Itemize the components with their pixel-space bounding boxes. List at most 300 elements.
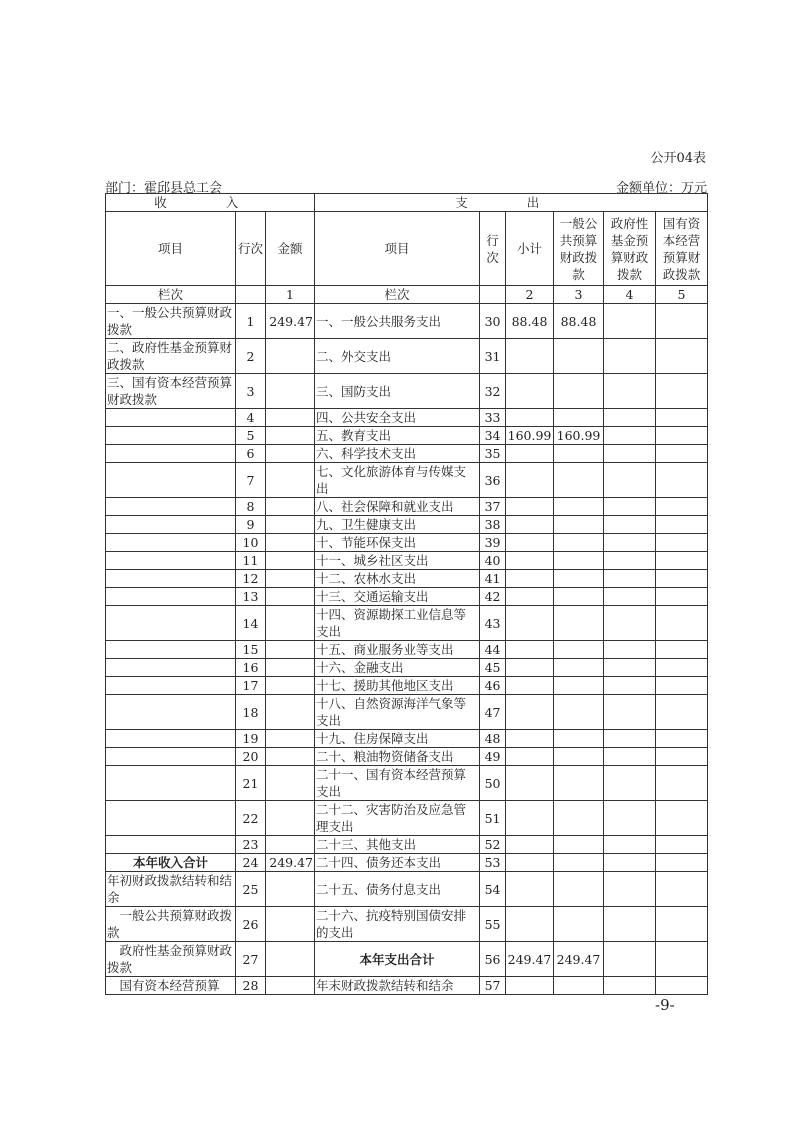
state-capital-amount [656, 659, 708, 677]
income-line-no: 24 [236, 854, 266, 872]
table-row [106, 748, 708, 766]
expense-item: 本年支出合计 [315, 942, 480, 977]
expense-item: 二十六、抗疫特别国债安排的支出 [315, 907, 480, 942]
income-item: 政府性基金预算财政拨款 [106, 942, 236, 977]
subtotal [506, 854, 554, 872]
general-budget-amount [554, 498, 604, 516]
income-amount [266, 695, 315, 730]
table-row [106, 339, 708, 374]
expense-line-no: 44 [480, 641, 506, 659]
index-cell: 5 [656, 286, 708, 304]
expense-item: 二十五、债务付息支出 [315, 872, 480, 907]
general-budget-amount [554, 907, 604, 942]
general-budget-amount [554, 766, 604, 801]
expense-line-no: 57 [480, 977, 506, 995]
fund-budget-amount [604, 659, 656, 677]
income-amount [266, 339, 315, 374]
index-cell: 2 [506, 286, 554, 304]
department-label: 部门：霍邱县总工会 [105, 181, 223, 196]
income-amount [266, 977, 315, 995]
income-item [106, 695, 236, 730]
state-capital-amount [656, 409, 708, 427]
fund-budget-amount [604, 445, 656, 463]
table-row [106, 606, 708, 641]
income-amount [266, 836, 315, 854]
expense-item: 年末财政拨款结转和结余 [315, 977, 480, 995]
fund-budget-amount [604, 730, 656, 748]
expense-line-no: 30 [480, 304, 506, 339]
table-row [106, 695, 708, 730]
fund-budget-amount [604, 641, 656, 659]
income-amount [266, 907, 315, 942]
fund-budget-amount [604, 748, 656, 766]
table-row [106, 570, 708, 588]
subtotal [506, 588, 554, 606]
general-budget-amount [554, 641, 604, 659]
income-line-no: 7 [236, 463, 266, 498]
col-header: 行次 [480, 212, 506, 286]
state-capital-amount [656, 304, 708, 339]
income-item [106, 427, 236, 445]
subtotal [506, 730, 554, 748]
subtotal [506, 907, 554, 942]
state-capital-amount [656, 516, 708, 534]
general-budget-amount [554, 374, 604, 409]
income-item [106, 606, 236, 641]
general-budget-amount [554, 409, 604, 427]
general-budget-amount [554, 977, 604, 995]
amount-unit-label: 金额单位：万元 [615, 181, 707, 196]
general-budget-amount [554, 570, 604, 588]
expense-line-no: 43 [480, 606, 506, 641]
income-line-no: 25 [236, 872, 266, 907]
income-line-no: 22 [236, 801, 266, 836]
expense-item: 十八、自然资源海洋气象等支出 [315, 695, 480, 730]
expense-item: 十一、城乡社区支出 [315, 552, 480, 570]
expense-line-no: 46 [480, 677, 506, 695]
expense-item: 三、国防支出 [315, 374, 480, 409]
income-line-no: 27 [236, 942, 266, 977]
income-line-no: 12 [236, 570, 266, 588]
subtotal [506, 498, 554, 516]
income-amount [266, 730, 315, 748]
income-line-no: 17 [236, 677, 266, 695]
expense-line-no: 34 [480, 427, 506, 445]
fund-budget-amount [604, 588, 656, 606]
table-row [106, 641, 708, 659]
expense-line-no: 54 [480, 872, 506, 907]
state-capital-amount [656, 445, 708, 463]
income-item: 三、国有资本经营预算财政拨款 [106, 374, 236, 409]
general-budget-amount [554, 534, 604, 552]
state-capital-amount [656, 552, 708, 570]
state-capital-amount [656, 836, 708, 854]
state-capital-amount [656, 907, 708, 942]
fund-budget-amount [604, 977, 656, 995]
state-capital-amount [656, 872, 708, 907]
table-row [106, 730, 708, 748]
table-row [106, 977, 708, 995]
state-capital-amount [656, 588, 708, 606]
income-line-no: 18 [236, 695, 266, 730]
expense-item: 十、节能环保支出 [315, 534, 480, 552]
general-budget-amount [554, 677, 604, 695]
income-line-no: 23 [236, 836, 266, 854]
col-header: 行次 [236, 212, 266, 286]
income-item [106, 570, 236, 588]
income-amount [266, 374, 315, 409]
fund-budget-amount [604, 801, 656, 836]
expense-item: 二十四、债务还本支出 [315, 854, 480, 872]
expense-item: 十二、农林水支出 [315, 570, 480, 588]
table-row [106, 766, 708, 801]
expense-item: 六、科学技术支出 [315, 445, 480, 463]
fund-budget-amount [604, 766, 656, 801]
state-capital-amount [656, 534, 708, 552]
fund-budget-amount [604, 942, 656, 977]
table-row [106, 534, 708, 552]
expense-item: 二十二、灾害防治及应急管理支出 [315, 801, 480, 836]
income-line-no: 16 [236, 659, 266, 677]
income-item [106, 730, 236, 748]
income-line-no: 28 [236, 977, 266, 995]
state-capital-amount [656, 730, 708, 748]
fund-budget-amount [604, 339, 656, 374]
income-line-no: 19 [236, 730, 266, 748]
income-item [106, 534, 236, 552]
income-amount [266, 801, 315, 836]
expense-line-no: 42 [480, 588, 506, 606]
col-header: 金额 [266, 212, 315, 286]
expense-line-no: 38 [480, 516, 506, 534]
col-header: 小计 [506, 212, 554, 286]
fund-budget-amount [604, 854, 656, 872]
fund-budget-amount [604, 409, 656, 427]
expense-line-no: 49 [480, 748, 506, 766]
expense-item: 十六、金融支出 [315, 659, 480, 677]
subtotal [506, 748, 554, 766]
fund-budget-amount [604, 872, 656, 907]
income-item [106, 641, 236, 659]
general-budget-amount [554, 801, 604, 836]
income-line-no: 2 [236, 339, 266, 374]
income-amount [266, 748, 315, 766]
income-amount [266, 872, 315, 907]
fund-budget-amount [604, 427, 656, 445]
expense-line-no: 56 [480, 942, 506, 977]
expense-line-no: 55 [480, 907, 506, 942]
expense-line-no: 33 [480, 409, 506, 427]
state-capital-amount [656, 854, 708, 872]
fund-budget-amount [604, 374, 656, 409]
income-item: 本年收入合计 [106, 854, 236, 872]
general-budget-amount: 160.99 [554, 427, 604, 445]
expense-item: 九、卫生健康支出 [315, 516, 480, 534]
table-row [106, 907, 708, 942]
state-capital-amount [656, 374, 708, 409]
fund-budget-amount [604, 606, 656, 641]
index-cell: 1 [266, 286, 315, 304]
general-budget-amount [554, 695, 604, 730]
income-item [106, 552, 236, 570]
income-line-no: 14 [236, 606, 266, 641]
income-line-no: 6 [236, 445, 266, 463]
expense-item: 二十一、国有资本经营预算支出 [315, 766, 480, 801]
expense-item: 八、社会保障和就业支出 [315, 498, 480, 516]
table-row [106, 872, 708, 907]
subtotal [506, 766, 554, 801]
income-item: 年初财政拨款结转和结余 [106, 872, 236, 907]
general-budget-amount [554, 463, 604, 498]
subtotal: 88.48 [506, 304, 554, 339]
expense-item: 七、文化旅游体育与传媒支出 [315, 463, 480, 498]
general-budget-amount [554, 552, 604, 570]
general-budget-amount [554, 339, 604, 374]
table-row [106, 588, 708, 606]
income-amount [266, 606, 315, 641]
index-cell: 3 [554, 286, 604, 304]
expense-line-no: 39 [480, 534, 506, 552]
expense-item: 十九、住房保障支出 [315, 730, 480, 748]
expense-section-header: 支 出 [315, 194, 708, 212]
income-amount [266, 570, 315, 588]
section-header-row [106, 194, 708, 212]
expense-line-no: 52 [480, 836, 506, 854]
table-row [106, 942, 708, 977]
index-cell [236, 286, 266, 304]
expense-item: 五、教育支出 [315, 427, 480, 445]
income-item: 二、政府性基金预算财政拨款 [106, 339, 236, 374]
income-line-no: 11 [236, 552, 266, 570]
income-line-no: 26 [236, 907, 266, 942]
fund-budget-amount [604, 677, 656, 695]
subtotal [506, 516, 554, 534]
expense-line-no: 36 [480, 463, 506, 498]
state-capital-amount [656, 766, 708, 801]
state-capital-amount [656, 463, 708, 498]
fund-budget-amount [604, 552, 656, 570]
state-capital-amount [656, 606, 708, 641]
table-row [106, 659, 708, 677]
column-index-row [106, 286, 708, 304]
expense-item: 一、一般公共服务支出 [315, 304, 480, 339]
expense-item: 二十、粮油物资储备支出 [315, 748, 480, 766]
income-item [106, 409, 236, 427]
income-item: 国有资本经营预算 [106, 977, 236, 995]
subtotal [506, 872, 554, 907]
income-item [106, 801, 236, 836]
table-row [106, 498, 708, 516]
expense-line-no: 45 [480, 659, 506, 677]
income-amount: 249.47 [266, 854, 315, 872]
fund-budget-amount [604, 570, 656, 588]
income-amount [266, 588, 315, 606]
income-line-no: 8 [236, 498, 266, 516]
general-budget-amount [554, 445, 604, 463]
expense-item: 四、公共安全支出 [315, 409, 480, 427]
expense-item: 十三、交通运输支出 [315, 588, 480, 606]
subtotal [506, 445, 554, 463]
subtotal [506, 977, 554, 995]
income-amount [266, 641, 315, 659]
expense-item: 十七、援助其他地区支出 [315, 677, 480, 695]
expense-line-no: 40 [480, 552, 506, 570]
state-capital-amount [656, 570, 708, 588]
expense-item: 十四、资源勘探工业信息等支出 [315, 606, 480, 641]
table-row [106, 801, 708, 836]
income-line-no: 5 [236, 427, 266, 445]
form-number: 公开04表 [650, 151, 706, 166]
income-item: 一般公共预算财政拨款 [106, 907, 236, 942]
income-amount [266, 445, 315, 463]
income-item [106, 677, 236, 695]
expense-line-no: 37 [480, 498, 506, 516]
income-line-no: 20 [236, 748, 266, 766]
expense-line-no: 47 [480, 695, 506, 730]
subtotal [506, 409, 554, 427]
subtotal [506, 374, 554, 409]
income-amount [266, 942, 315, 977]
income-line-no: 13 [236, 588, 266, 606]
expense-line-no: 50 [480, 766, 506, 801]
income-section-header: 收 入 [106, 194, 315, 212]
index-cell [480, 286, 506, 304]
income-line-no: 3 [236, 374, 266, 409]
table-row [106, 836, 708, 854]
subtotal [506, 534, 554, 552]
page-number: -9- [655, 996, 675, 1014]
table-row [106, 854, 708, 872]
fund-budget-amount [604, 534, 656, 552]
state-capital-amount [656, 748, 708, 766]
income-item [106, 836, 236, 854]
income-amount [266, 534, 315, 552]
general-budget-amount [554, 606, 604, 641]
col-header: 一般公共预算财政拨款 [554, 212, 604, 286]
income-item [106, 748, 236, 766]
expense-line-no: 41 [480, 570, 506, 588]
expense-line-no: 48 [480, 730, 506, 748]
expense-item: 十五、商业服务业等支出 [315, 641, 480, 659]
table-row [106, 304, 708, 339]
fund-budget-amount [604, 516, 656, 534]
general-budget-amount [554, 730, 604, 748]
income-line-no: 10 [236, 534, 266, 552]
general-budget-amount: 88.48 [554, 304, 604, 339]
subtotal [506, 606, 554, 641]
income-line-no: 15 [236, 641, 266, 659]
income-amount [266, 498, 315, 516]
state-capital-amount [656, 695, 708, 730]
income-amount [266, 659, 315, 677]
budget-summary-table [105, 193, 708, 995]
income-line-no: 9 [236, 516, 266, 534]
col-header: 项目 [315, 212, 480, 286]
subtotal [506, 570, 554, 588]
table-row [106, 374, 708, 409]
state-capital-amount [656, 339, 708, 374]
income-amount: 249.47 [266, 304, 315, 339]
table-row [106, 445, 708, 463]
index-cell: 4 [604, 286, 656, 304]
table-row [106, 516, 708, 534]
income-amount [266, 552, 315, 570]
fund-budget-amount [604, 463, 656, 498]
general-budget-amount: 249.47 [554, 942, 604, 977]
subtotal: 249.47 [506, 942, 554, 977]
income-line-no: 4 [236, 409, 266, 427]
general-budget-amount [554, 516, 604, 534]
state-capital-amount [656, 977, 708, 995]
income-item [106, 659, 236, 677]
subtotal [506, 695, 554, 730]
subtotal [506, 836, 554, 854]
income-item [106, 445, 236, 463]
state-capital-amount [656, 942, 708, 977]
general-budget-amount [554, 588, 604, 606]
general-budget-amount [554, 748, 604, 766]
col-header: 国有资本经营预算财政拨款 [656, 212, 708, 286]
state-capital-amount [656, 801, 708, 836]
income-item [106, 463, 236, 498]
income-amount [266, 427, 315, 445]
subtotal [506, 463, 554, 498]
subtotal [506, 641, 554, 659]
subtotal [506, 677, 554, 695]
income-amount [266, 516, 315, 534]
expense-line-no: 32 [480, 374, 506, 409]
state-capital-amount [656, 677, 708, 695]
table-row [106, 463, 708, 498]
col-header: 政府性基金预算财政拨款 [604, 212, 656, 286]
expense-line-no: 35 [480, 445, 506, 463]
general-budget-amount [554, 854, 604, 872]
index-cell: 栏次 [106, 286, 236, 304]
income-line-no: 1 [236, 304, 266, 339]
income-item [106, 498, 236, 516]
expense-line-no: 51 [480, 801, 506, 836]
index-cell: 栏次 [315, 286, 480, 304]
expense-line-no: 53 [480, 854, 506, 872]
fund-budget-amount [604, 498, 656, 516]
state-capital-amount [656, 641, 708, 659]
state-capital-amount [656, 427, 708, 445]
subtotal [506, 552, 554, 570]
fund-budget-amount [604, 907, 656, 942]
income-item [106, 516, 236, 534]
income-line-no: 21 [236, 766, 266, 801]
expense-line-no: 31 [480, 339, 506, 374]
col-header: 项目 [106, 212, 236, 286]
income-amount [266, 463, 315, 498]
subtotal: 160.99 [506, 427, 554, 445]
fund-budget-amount [604, 695, 656, 730]
table-row [106, 552, 708, 570]
general-budget-amount [554, 659, 604, 677]
income-item [106, 588, 236, 606]
fund-budget-amount [604, 304, 656, 339]
expense-item: 二、外交支出 [315, 339, 480, 374]
subtotal [506, 659, 554, 677]
table-row [106, 409, 708, 427]
state-capital-amount [656, 498, 708, 516]
income-amount [266, 409, 315, 427]
general-budget-amount [554, 872, 604, 907]
income-item [106, 766, 236, 801]
fund-budget-amount [604, 836, 656, 854]
subtotal [506, 801, 554, 836]
income-amount [266, 766, 315, 801]
